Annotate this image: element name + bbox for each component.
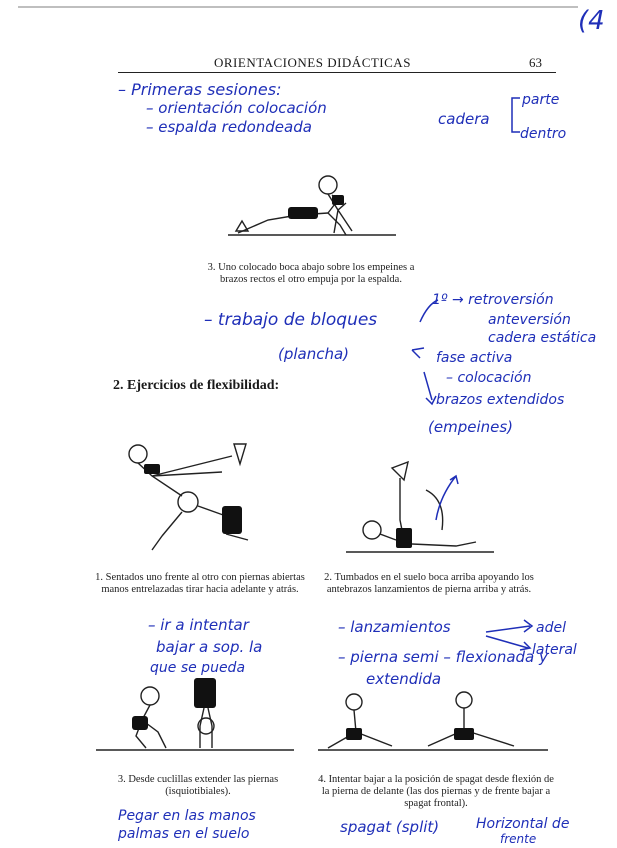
note-pierna-semi: – pierna semi – flexionada y xyxy=(338,648,548,666)
note-lanzamientos: – lanzamientos xyxy=(338,618,451,636)
note-cadera: cadera xyxy=(438,110,490,128)
note-primeras-sesiones: – Primeras sesiones: xyxy=(118,80,282,99)
note-fase-activa: fase activa xyxy=(436,350,513,366)
note-brazos-extendidos: brazos extendidos xyxy=(436,392,565,408)
note-orientacion: – orientación colocación xyxy=(146,99,327,117)
note-horizontal: Horizontal de xyxy=(476,816,570,832)
note-spagat: spagat (split) xyxy=(340,818,440,836)
caption-ejercicio-2: 2. Tumbados en el suelo boca arriba apoyando los antebrazos lanzamientos de pierna arriba y atrás. xyxy=(324,572,534,595)
note-trabajo-bloques: – trabajo de bloques xyxy=(204,310,378,330)
section-title-flexibilidad: 2. Ejercicios de flexibilidad: xyxy=(113,378,280,393)
note-lateral: lateral xyxy=(532,642,577,658)
note-dentro: dentro xyxy=(520,126,567,142)
note-pegar-manos: Pegar en las manos xyxy=(118,808,256,824)
page-number: 63 xyxy=(529,55,542,70)
note-colocacion: – colocación xyxy=(446,370,532,386)
caption-ejercicio-3: 3. Desde cuclillas extender las piernas (isquiotibiales). xyxy=(117,774,279,797)
note-palmas-suelo: palmas en el suelo xyxy=(118,826,250,842)
corner-page-mark: (4 xyxy=(578,6,605,36)
note-bajar: bajar a sop. la xyxy=(156,638,263,656)
note-parte: parte xyxy=(522,92,560,108)
note-adel: adel xyxy=(536,620,566,636)
caption-ejercicio-1: 1. Sentados uno frente al otro con piernas abiertas manos entrelazadas tirar hacia adelante y atrás. xyxy=(95,572,305,595)
caption-ejercicio-3-fuerza: 3. Uno colocado boca abajo sobre los empeines a brazos rectos el otro empuja por la espalda. xyxy=(207,262,415,285)
note-retroversion: 1º → retroversión xyxy=(432,292,554,308)
note-cadera-estatica: cadera estática xyxy=(488,330,597,346)
note-frente: frente xyxy=(500,832,537,846)
note-plancha: (plancha) xyxy=(278,345,350,363)
note-que-se-pueda: que se pueda xyxy=(150,660,246,676)
caption-ejercicio-4: 4. Intentar bajar a la posición de spagat desde flexión de la pierna de delante (las dos piernas y de frente bajar a spagat frontal). xyxy=(318,774,554,809)
note-intentar: – ir a intentar xyxy=(148,616,249,634)
note-espalda: – espalda redondeada xyxy=(146,118,312,136)
note-empeines: (empeines) xyxy=(428,418,514,436)
header-title: ORIENTACIONES DIDÁCTICAS xyxy=(214,55,411,70)
note-anteversion: anteversión xyxy=(488,312,571,328)
note-extendida: extendida xyxy=(366,670,442,688)
